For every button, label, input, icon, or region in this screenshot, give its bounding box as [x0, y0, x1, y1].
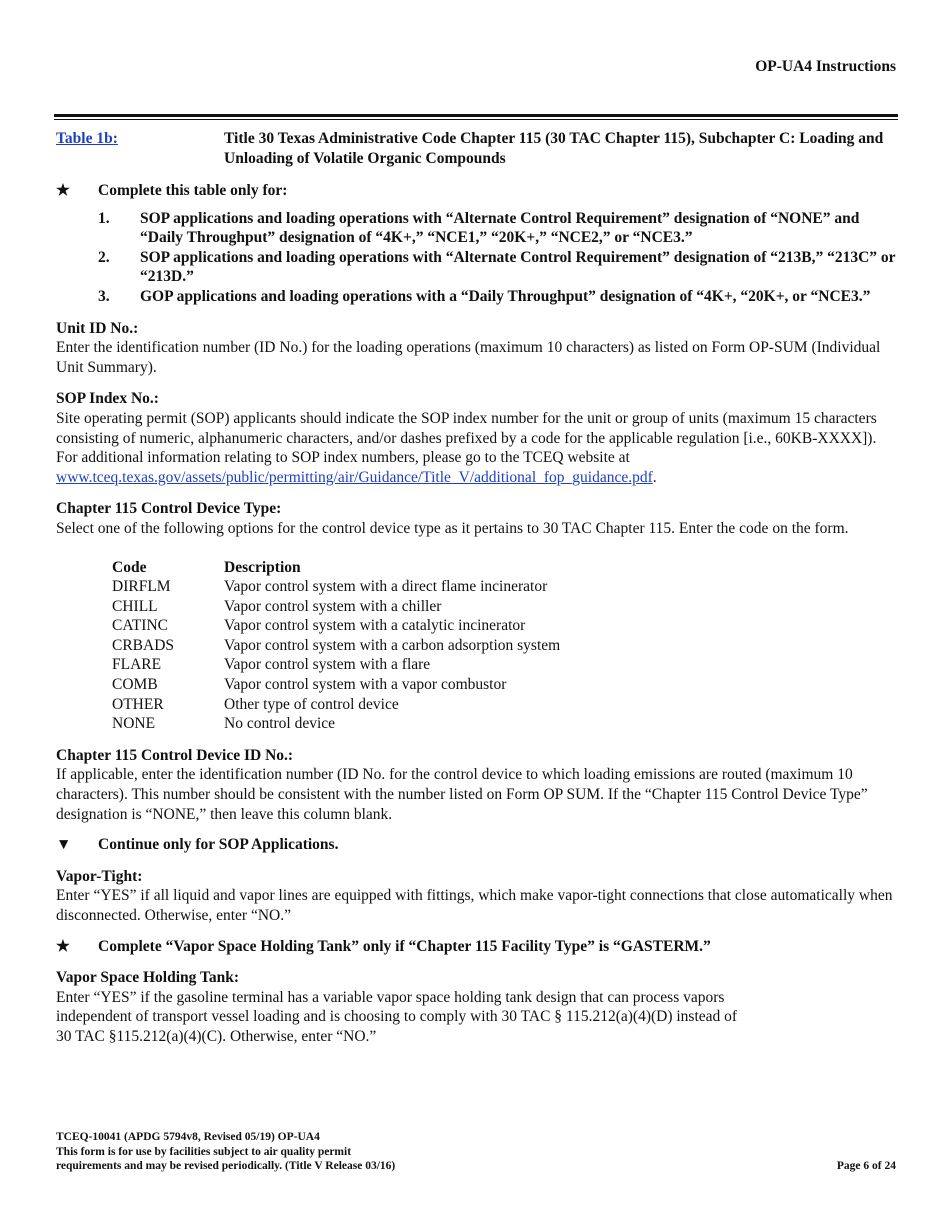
vapor-tank-line-1: Enter “YES” if the gasoline terminal has a variable vapor space holding tank design that can process vapors — [56, 988, 725, 1006]
table-header-row — [112, 558, 560, 578]
description-cell: Vapor control system with a vapor combustor — [224, 676, 507, 694]
code-cell: CATINC — [112, 617, 168, 635]
header-rule-thick — [54, 114, 898, 117]
vapor-tank-section — [56, 968, 896, 1046]
sop-index-heading: SOP Index No.: — [56, 390, 159, 408]
list-item — [56, 287, 896, 307]
page-header-title: OP-UA4 Instructions — [755, 58, 896, 75]
footer-line-1: TCEQ-10041 (APDG 5794v8, Revised 05/19) OP-UA4 — [56, 1131, 320, 1143]
table-row — [112, 636, 560, 656]
table-1b-link[interactable]: Table 1b: — [56, 130, 118, 147]
list-text: GOP applications and loading operations with a “Daily Throughput” designation of “4K+, “20K+, or “NCE3.” — [140, 287, 871, 305]
continue-sop-text: Continue only for SOP Applications. — [98, 836, 339, 854]
complete-for-line — [56, 181, 896, 201]
unit-id-section — [56, 319, 896, 378]
list-text: SOP applications and loading operations with “Alternate Control Requirement” designation of “NONE” and “Daily Throughput” designation of “4K+,” “NCE1,” “20K+,” “NCE2,” or “NCE3.” — [140, 209, 860, 247]
complete-vapor-line — [56, 937, 896, 957]
table-row — [112, 675, 560, 695]
vapor-tank-line-3: 30 TAC §115.212(a)(4)(C). Otherwise, enter “NO.” — [56, 1027, 377, 1045]
description-cell: Other type of control device — [224, 695, 399, 713]
sop-index-section — [56, 389, 896, 487]
code-column-header: Code — [112, 558, 147, 576]
device-type-heading: Chapter 115 Control Device Type: — [56, 500, 282, 518]
description-cell: Vapor control system with a chiller — [224, 597, 442, 615]
page-number: Page 6 of 24 — [836, 1160, 896, 1172]
code-cell: OTHER — [112, 695, 164, 713]
device-type-section — [56, 499, 896, 734]
complete-for-text: Complete this table only for: — [98, 182, 288, 199]
list-number: 2. — [98, 248, 110, 266]
sop-index-body: Site operating permit (SOP) applicants should indicate the SOP index number for the unit or group of units (maximum 15 characters consisting of numeric, alphanumeric characters, and/or dashes prefixed by a code for the applicable regulation [i.e., 60KB-XXXX]). For additional information relating to SOP index numbers, please go to the TCEQ website at — [56, 409, 877, 467]
description-cell: Vapor control system with a flare — [224, 656, 431, 674]
code-cell: NONE — [112, 715, 156, 733]
star-icon: ★ — [56, 182, 70, 199]
vapor-tight-text: Enter “YES” if all liquid and vapor lines are equipped with fittings, which make vapor-tight connections that close automatically when disconnected. Otherwise, enter “NO.” — [56, 887, 893, 924]
control-device-code-table — [112, 558, 560, 734]
complete-vapor-block — [56, 937, 896, 957]
device-id-text: If applicable, enter the identification number (ID No. for the control device to which loading emissions are routed (maximum 10 characters). This number should be consistent with the number listed on Form OP SUM. If the “Chapter 115 Control Device Type” designation is “NONE,” then leave this column blank. — [56, 766, 868, 823]
tceq-guidance-link[interactable]: www.tceq.texas.gov/assets/public/permitting/air/Guidance/Title_V/additional_fop_guidance.pdf — [56, 468, 653, 486]
description-column-header: Description — [224, 558, 301, 576]
description-cell: Vapor control system with a direct flame incinerator — [224, 578, 548, 596]
header-rule-thin — [54, 119, 898, 120]
vapor-tank-line-2: independent of transport vessel loading and is choosing to comply with 30 TAC § 115.212(a)(4)(D) instead of — [56, 1008, 738, 1026]
triangle-down-icon: ▼ — [56, 836, 72, 854]
table-row — [112, 577, 560, 597]
requirements-list — [56, 209, 896, 307]
list-item — [56, 248, 896, 287]
table-row — [112, 616, 560, 636]
code-cell: CHILL — [112, 597, 158, 615]
continue-sop-line — [56, 835, 896, 855]
sop-index-text — [56, 409, 896, 487]
footer-line-2: This form is for use by facilities subject to air quality permit — [56, 1145, 352, 1158]
instructions-content — [56, 181, 896, 1047]
list-item — [56, 209, 896, 248]
code-cell: COMB — [112, 676, 158, 694]
list-text: SOP applications and loading operations with “Alternate Control Requirement” designation of “213B,” “213C” or “213D.” — [140, 248, 896, 286]
footer-form-info — [56, 1130, 476, 1174]
device-id-section — [56, 746, 896, 824]
table-row — [112, 655, 560, 675]
vapor-tight-section — [56, 867, 896, 926]
code-cell: FLARE — [112, 656, 162, 674]
code-cell: DIRFLM — [112, 578, 171, 596]
vapor-tank-heading: Vapor Space Holding Tank: — [56, 969, 240, 987]
document-page — [56, 0, 896, 1230]
description-cell: Vapor control system with a carbon adsorption system — [224, 636, 561, 654]
device-id-heading: Chapter 115 Control Device ID No.: — [56, 746, 294, 764]
footer-line-3: requirements and may be revised periodically. (Title V Release 03/16) — [56, 1160, 396, 1172]
list-number: 1. — [98, 209, 110, 227]
vapor-tight-heading: Vapor-Tight: — [56, 867, 143, 885]
unit-id-text: Enter the identification number (ID No.) for the loading operations (maximum 10 characters) as listed on Form OP-SUM (Individual Unit Summary). — [56, 339, 881, 376]
vapor-tank-text — [56, 988, 896, 1047]
list-number: 3. — [98, 287, 110, 305]
star-icon: ★ — [56, 937, 70, 955]
table-row — [112, 714, 560, 734]
device-type-text: Select one of the following options for the control device type as it pertains to 30 TAC Chapter 115. Enter the code on the form. — [56, 519, 849, 537]
table-row — [112, 597, 560, 617]
table-row — [112, 695, 560, 715]
description-cell: No control device — [224, 715, 336, 733]
table-title: Title 30 Texas Administrative Code Chapter 115 (30 TAC Chapter 115), Subchapter C: Loading and Unloading of Volatile Organic Compounds — [224, 130, 884, 167]
sop-index-period: . — [652, 468, 657, 486]
continue-sop-block — [56, 835, 896, 855]
complete-vapor-text: Complete “Vapor Space Holding Tank” only if “Chapter 115 Facility Type” is “GASTERM.” — [98, 937, 711, 955]
description-cell: Vapor control system with a catalytic incinerator — [224, 617, 526, 635]
unit-id-heading: Unit ID No.: — [56, 319, 139, 337]
code-cell: CRBADS — [112, 636, 175, 654]
